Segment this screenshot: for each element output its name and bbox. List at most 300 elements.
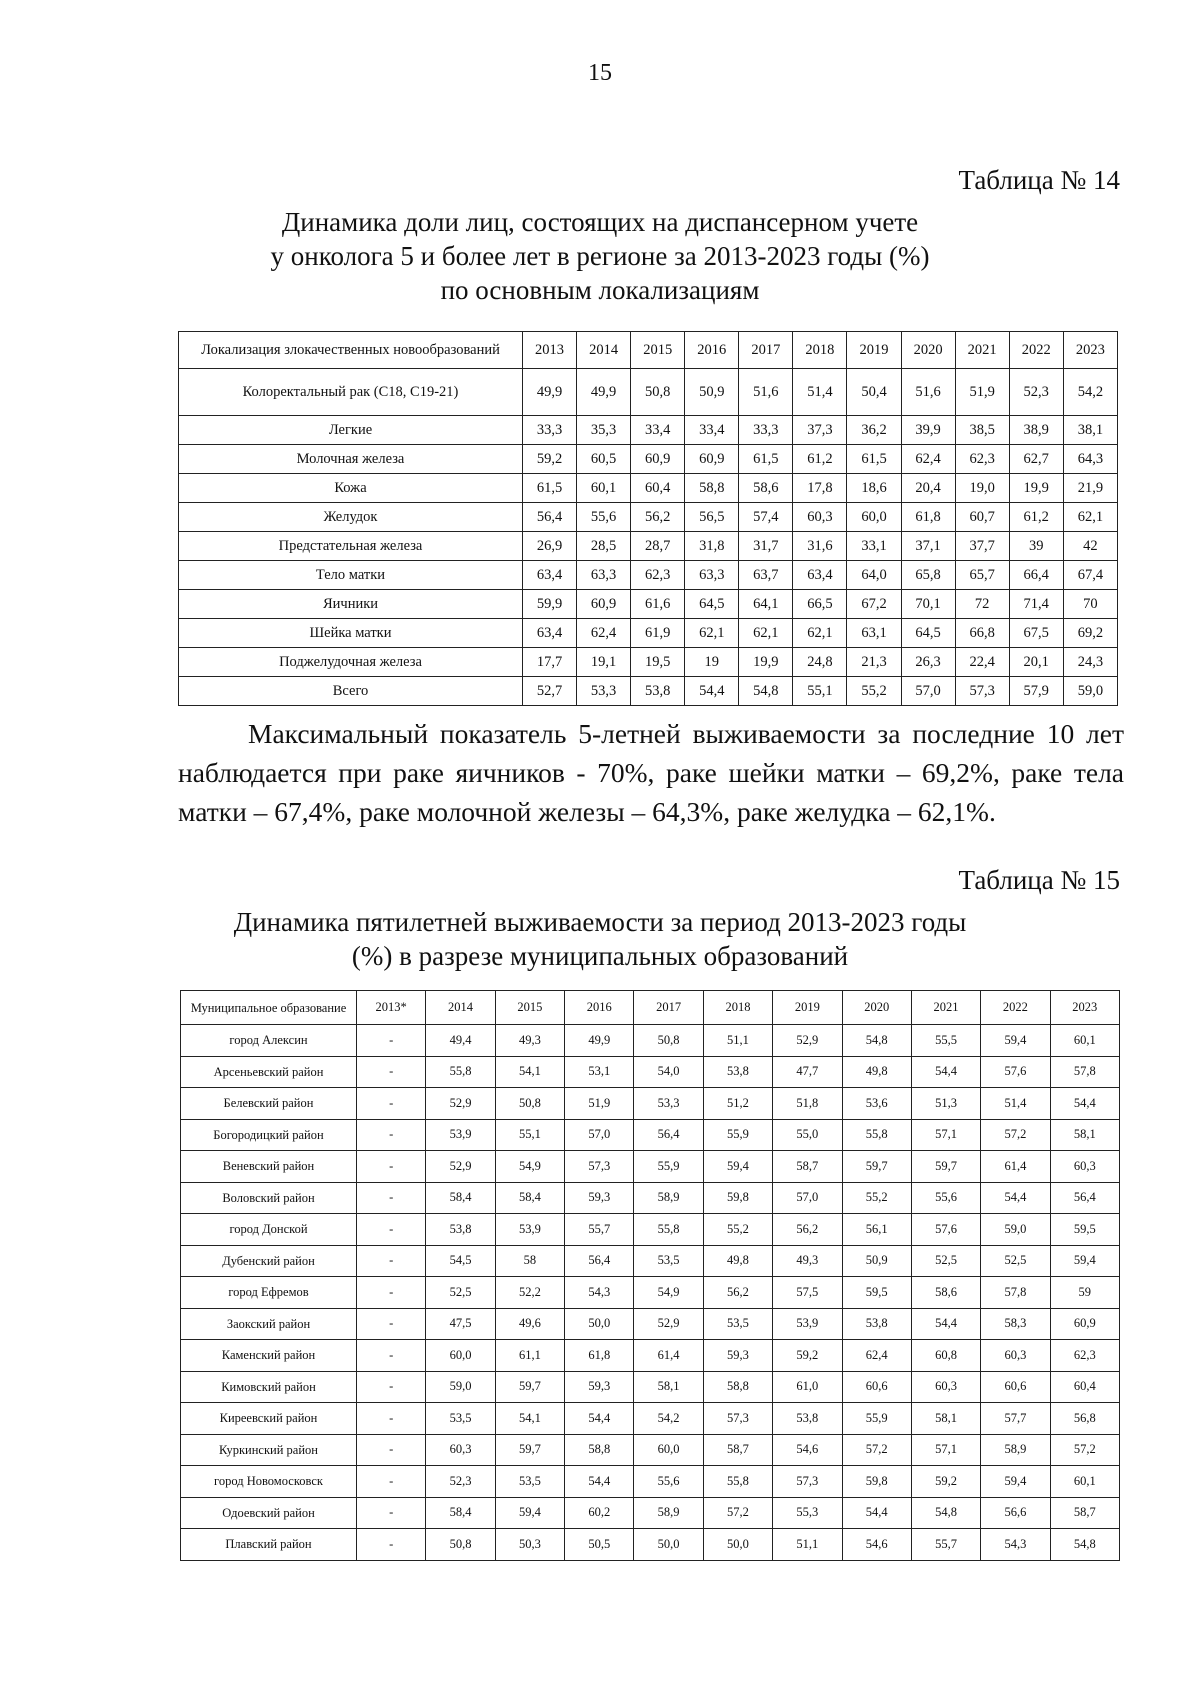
row-name-cell: Поджелудочная железа	[179, 648, 523, 677]
value-cell: 58,7	[703, 1434, 772, 1466]
value-cell: 59,7	[495, 1434, 564, 1466]
value-cell: 50,8	[426, 1529, 495, 1561]
value-cell: 59,9	[523, 590, 577, 619]
value-cell: 24,3	[1063, 648, 1117, 677]
value-cell: 53,5	[703, 1308, 772, 1340]
value-cell: -	[357, 1025, 426, 1057]
value-cell: 69,2	[1063, 619, 1117, 648]
value-cell: 52,9	[773, 1025, 842, 1057]
row-name-cell: Белевский район	[181, 1088, 357, 1120]
header-year-cell: 2013*	[357, 991, 426, 1025]
value-cell: 19,0	[955, 474, 1009, 503]
value-cell: 39	[1009, 532, 1063, 561]
value-cell: 57,8	[981, 1277, 1050, 1309]
value-cell: -	[357, 1466, 426, 1498]
value-cell: 55,8	[703, 1466, 772, 1498]
table-row	[179, 677, 1118, 706]
value-cell: 59,2	[523, 445, 577, 474]
row-name-cell: Кожа	[179, 474, 523, 503]
value-cell: 21,9	[1063, 474, 1117, 503]
value-cell: 37,3	[793, 416, 847, 445]
value-cell: 54,8	[1050, 1529, 1119, 1561]
value-cell: 51,8	[773, 1088, 842, 1120]
value-cell: 33,3	[739, 416, 793, 445]
value-cell: 58,1	[634, 1371, 703, 1403]
value-cell: 56,4	[634, 1119, 703, 1151]
value-cell: 51,4	[793, 369, 847, 416]
value-cell: 55,3	[773, 1497, 842, 1529]
value-cell: 59,0	[981, 1214, 1050, 1246]
value-cell: 31,8	[685, 532, 739, 561]
value-cell: 55,6	[634, 1466, 703, 1498]
value-cell: 54,4	[911, 1056, 980, 1088]
value-cell: 52,5	[981, 1245, 1050, 1277]
value-cell: 55,2	[842, 1182, 911, 1214]
value-cell: 54,8	[739, 677, 793, 706]
value-cell: 31,6	[793, 532, 847, 561]
value-cell: 62,1	[739, 619, 793, 648]
table-row	[179, 561, 1118, 590]
value-cell: 53,6	[842, 1088, 911, 1120]
value-cell: 60,1	[1050, 1466, 1119, 1498]
value-cell: 55,5	[911, 1025, 980, 1057]
value-cell: 51,2	[703, 1088, 772, 1120]
row-name-cell: Шейка матки	[179, 619, 523, 648]
value-cell: 37,1	[901, 532, 955, 561]
value-cell: 36,2	[847, 416, 901, 445]
table-row	[179, 445, 1118, 474]
table-row	[179, 619, 1118, 648]
header-year-cell: 2021	[911, 991, 980, 1025]
value-cell: 63,4	[793, 561, 847, 590]
value-cell: 54,1	[495, 1403, 564, 1435]
value-cell: 71,4	[1009, 590, 1063, 619]
value-cell: 63,4	[523, 619, 577, 648]
value-cell: 57,7	[981, 1403, 1050, 1435]
value-cell: 60,9	[1050, 1308, 1119, 1340]
value-cell: 53,8	[426, 1214, 495, 1246]
value-cell: 49,4	[426, 1025, 495, 1057]
value-cell: -	[357, 1277, 426, 1309]
value-cell: 62,1	[793, 619, 847, 648]
value-cell: 57,0	[565, 1119, 634, 1151]
table-14-label: Таблица № 14	[958, 165, 1120, 195]
value-cell: 54,2	[1063, 369, 1117, 416]
value-cell: 53,8	[842, 1308, 911, 1340]
value-cell: 59,4	[981, 1466, 1050, 1498]
value-cell: 59,8	[842, 1466, 911, 1498]
value-cell: 51,9	[565, 1088, 634, 1120]
value-cell: 58,4	[426, 1497, 495, 1529]
value-cell: -	[357, 1371, 426, 1403]
table-row	[181, 1497, 1120, 1529]
value-cell: 66,4	[1009, 561, 1063, 590]
value-cell: 57,9	[1009, 677, 1063, 706]
value-cell: 61,9	[631, 619, 685, 648]
value-cell: 54,3	[565, 1277, 634, 1309]
table-14-title-line: по основным локализациям	[440, 275, 760, 305]
value-cell: -	[357, 1529, 426, 1561]
value-cell: 49,3	[495, 1025, 564, 1057]
header-year-cell: 2018	[793, 332, 847, 369]
value-cell: 51,1	[703, 1025, 772, 1057]
value-cell: 50,0	[565, 1308, 634, 1340]
value-cell: 47,7	[773, 1056, 842, 1088]
table-row	[179, 503, 1118, 532]
value-cell: 57,1	[911, 1119, 980, 1151]
value-cell: 58,7	[773, 1151, 842, 1183]
value-cell: 57,3	[565, 1151, 634, 1183]
value-cell: 57,3	[773, 1466, 842, 1498]
value-cell: 60,1	[577, 474, 631, 503]
value-cell: 57,0	[773, 1182, 842, 1214]
table-row	[181, 1056, 1120, 1088]
value-cell: 62,3	[631, 561, 685, 590]
value-cell: 61,5	[739, 445, 793, 474]
value-cell: 53,8	[631, 677, 685, 706]
value-cell: 17,7	[523, 648, 577, 677]
value-cell: 62,1	[685, 619, 739, 648]
value-cell: 64,5	[685, 590, 739, 619]
value-cell: 52,5	[426, 1277, 495, 1309]
value-cell: 52,7	[523, 677, 577, 706]
value-cell: 54,4	[842, 1497, 911, 1529]
value-cell: 51,6	[739, 369, 793, 416]
value-cell: 60,3	[793, 503, 847, 532]
value-cell: 57,3	[703, 1403, 772, 1435]
table-row	[181, 1308, 1120, 1340]
row-name-cell: Веневский район	[181, 1151, 357, 1183]
value-cell: 57,1	[911, 1434, 980, 1466]
value-cell: 64,5	[901, 619, 955, 648]
table-15-title-line: Динамика пятилетней выживаемости за период 2013-2023 годы	[233, 907, 967, 937]
value-cell: 60,6	[981, 1371, 1050, 1403]
value-cell: 26,3	[901, 648, 955, 677]
value-cell: 63,4	[523, 561, 577, 590]
value-cell: 63,3	[577, 561, 631, 590]
row-name-cell: Куркинский район	[181, 1434, 357, 1466]
value-cell: -	[357, 1056, 426, 1088]
header-year-cell: 2015	[631, 332, 685, 369]
value-cell: 50,8	[634, 1025, 703, 1057]
table-row	[181, 1434, 1120, 1466]
table-row	[181, 1182, 1120, 1214]
value-cell: 51,4	[981, 1088, 1050, 1120]
value-cell: 59,7	[911, 1151, 980, 1183]
value-cell: 50,0	[703, 1529, 772, 1561]
value-cell: 62,1	[1063, 503, 1117, 532]
value-cell: 57,2	[703, 1497, 772, 1529]
value-cell: 65,7	[955, 561, 1009, 590]
value-cell: 54,4	[685, 677, 739, 706]
table-row	[181, 1151, 1120, 1183]
value-cell: 52,3	[426, 1466, 495, 1498]
value-cell: 54,6	[842, 1529, 911, 1561]
value-cell: 54,4	[981, 1182, 1050, 1214]
value-cell: 54,3	[981, 1529, 1050, 1561]
value-cell: 64,3	[1063, 445, 1117, 474]
header-year-cell: 2020	[842, 991, 911, 1025]
value-cell: 67,5	[1009, 619, 1063, 648]
value-cell: 61,5	[847, 445, 901, 474]
value-cell: 51,1	[773, 1529, 842, 1561]
page-number: 15	[588, 60, 612, 86]
value-cell: -	[357, 1308, 426, 1340]
value-cell: 53,9	[773, 1308, 842, 1340]
value-cell: 58,3	[981, 1308, 1050, 1340]
value-cell: 56,2	[631, 503, 685, 532]
value-cell: 55,7	[565, 1214, 634, 1246]
value-cell: 59,5	[842, 1277, 911, 1309]
value-cell: 58,9	[634, 1497, 703, 1529]
value-cell: 59,0	[426, 1371, 495, 1403]
value-cell: 61,5	[523, 474, 577, 503]
header-year-cell: 2022	[981, 991, 1050, 1025]
value-cell: 56,1	[842, 1214, 911, 1246]
value-cell: -	[357, 1403, 426, 1435]
value-cell: 54,6	[773, 1434, 842, 1466]
value-cell: 52,2	[495, 1277, 564, 1309]
value-cell: 49,9	[565, 1025, 634, 1057]
table-14-title-line: Динамика доли лиц, состоящих на диспансерном учете	[281, 207, 919, 237]
value-cell: 59,3	[565, 1182, 634, 1214]
value-cell: 19,1	[577, 648, 631, 677]
table-row	[181, 1088, 1120, 1120]
value-cell: 61,1	[495, 1340, 564, 1372]
value-cell: 55,0	[773, 1119, 842, 1151]
value-cell: 28,7	[631, 532, 685, 561]
value-cell: 54,9	[634, 1277, 703, 1309]
value-cell: 42	[1063, 532, 1117, 561]
table-row	[181, 1277, 1120, 1309]
table-row	[181, 1119, 1120, 1151]
value-cell: 62,3	[1050, 1340, 1119, 1372]
value-cell: 54,4	[565, 1403, 634, 1435]
value-cell: 53,5	[495, 1466, 564, 1498]
value-cell: 56,4	[1050, 1182, 1119, 1214]
header-year-cell: 2013	[523, 332, 577, 369]
value-cell: 54,2	[634, 1403, 703, 1435]
value-cell: 58,9	[634, 1182, 703, 1214]
table-row	[181, 1403, 1120, 1435]
header-year-cell: 2022	[1009, 332, 1063, 369]
value-cell: 60,9	[631, 445, 685, 474]
value-cell: 50,8	[495, 1088, 564, 1120]
value-cell: 38,1	[1063, 416, 1117, 445]
value-cell: 62,4	[842, 1340, 911, 1372]
value-cell: 55,8	[426, 1056, 495, 1088]
table-15-label: Таблица № 15	[958, 865, 1120, 895]
row-name-cell: Плавский район	[181, 1529, 357, 1561]
header-year-cell: 2017	[739, 332, 793, 369]
row-name-cell: город Новомосковск	[181, 1466, 357, 1498]
value-cell: 70,1	[901, 590, 955, 619]
value-cell: 58,7	[1050, 1497, 1119, 1529]
value-cell: 53,3	[634, 1088, 703, 1120]
header-year-cell: 2017	[634, 991, 703, 1025]
value-cell: 66,5	[793, 590, 847, 619]
row-name-cell: Каменский район	[181, 1340, 357, 1372]
value-cell: 49,3	[773, 1245, 842, 1277]
value-cell: 53,9	[495, 1214, 564, 1246]
value-cell: 61,6	[631, 590, 685, 619]
value-cell: 63,7	[739, 561, 793, 590]
value-cell: 31,7	[739, 532, 793, 561]
row-name-cell: Яичники	[179, 590, 523, 619]
value-cell: 22,4	[955, 648, 1009, 677]
summary-paragraph: Максимальный показатель 5-летней выживаемости за последние 10 лет наблюдается при раке яичников - 70%, раке шейки матки – 69,2%, раке тела матки – 67,4%, раке молочной железы – 64,3%, раке желудка – 62,1%.	[178, 718, 1124, 827]
value-cell: 33,4	[685, 416, 739, 445]
row-name-cell: Киреевский район	[181, 1403, 357, 1435]
value-cell: 62,3	[955, 445, 1009, 474]
value-cell: 51,6	[901, 369, 955, 416]
value-cell: 70	[1063, 590, 1117, 619]
table-row	[181, 1025, 1120, 1057]
value-cell: 60,3	[911, 1371, 980, 1403]
value-cell: 60,3	[1050, 1151, 1119, 1183]
header-name-cell: Локализация злокачественных новообразований	[179, 332, 523, 369]
value-cell: -	[357, 1119, 426, 1151]
value-cell: 57,0	[901, 677, 955, 706]
value-cell: -	[357, 1214, 426, 1246]
value-cell: 55,1	[793, 677, 847, 706]
value-cell: 61,8	[901, 503, 955, 532]
value-cell: 52,5	[911, 1245, 980, 1277]
value-cell: 61,0	[773, 1371, 842, 1403]
value-cell: 65,8	[901, 561, 955, 590]
value-cell: 53,3	[577, 677, 631, 706]
value-cell: 55,9	[634, 1151, 703, 1183]
value-cell: 26,9	[523, 532, 577, 561]
value-cell: 50,3	[495, 1529, 564, 1561]
value-cell: 52,3	[1009, 369, 1063, 416]
value-cell: 59,4	[703, 1151, 772, 1183]
value-cell: 55,6	[911, 1182, 980, 1214]
value-cell: 62,7	[1009, 445, 1063, 474]
value-cell: 61,2	[793, 445, 847, 474]
value-cell: 59,4	[1050, 1245, 1119, 1277]
value-cell: 38,9	[1009, 416, 1063, 445]
value-cell: 19,9	[739, 648, 793, 677]
value-cell: 55,7	[911, 1529, 980, 1561]
value-cell: 59,3	[703, 1340, 772, 1372]
value-cell: 54,1	[495, 1056, 564, 1088]
header-year-cell: 2021	[955, 332, 1009, 369]
row-name-cell: Колоректальный рак (С18, С19-21)	[179, 369, 523, 416]
header-year-cell: 2023	[1063, 332, 1117, 369]
header-year-cell: 2015	[495, 991, 564, 1025]
value-cell: 54,9	[495, 1151, 564, 1183]
value-cell: 59,2	[911, 1466, 980, 1498]
row-name-cell: Легкие	[179, 416, 523, 445]
row-name-cell: Тело матки	[179, 561, 523, 590]
value-cell: 55,8	[634, 1214, 703, 1246]
row-name-cell: Воловский район	[181, 1182, 357, 1214]
value-cell: 59,8	[703, 1182, 772, 1214]
value-cell: 55,6	[577, 503, 631, 532]
value-cell: 59	[1050, 1277, 1119, 1309]
value-cell: 49,9	[523, 369, 577, 416]
value-cell: 49,6	[495, 1308, 564, 1340]
value-cell: 33,1	[847, 532, 901, 561]
value-cell: 60,0	[426, 1340, 495, 1372]
value-cell: 55,2	[703, 1214, 772, 1246]
value-cell: 49,9	[577, 369, 631, 416]
table-14	[178, 331, 1118, 706]
value-cell: 56,6	[981, 1497, 1050, 1529]
table-row	[179, 474, 1118, 503]
value-cell: 57,2	[842, 1434, 911, 1466]
value-cell: 60,6	[842, 1371, 911, 1403]
row-name-cell: Заокский район	[181, 1308, 357, 1340]
value-cell: 72	[955, 590, 1009, 619]
value-cell: 54,4	[565, 1466, 634, 1498]
value-cell: 55,8	[842, 1119, 911, 1151]
table-15	[180, 990, 1120, 1561]
value-cell: 56,4	[523, 503, 577, 532]
value-cell: 61,4	[981, 1151, 1050, 1183]
value-cell: 50,8	[631, 369, 685, 416]
value-cell: 58,1	[1050, 1119, 1119, 1151]
value-cell: 56,2	[773, 1214, 842, 1246]
value-cell: 57,3	[955, 677, 1009, 706]
value-cell: 61,2	[1009, 503, 1063, 532]
value-cell: 57,6	[911, 1214, 980, 1246]
value-cell: 49,8	[703, 1245, 772, 1277]
value-cell: 50,4	[847, 369, 901, 416]
row-name-cell: Одоевский район	[181, 1497, 357, 1529]
value-cell: 21,3	[847, 648, 901, 677]
value-cell: 60,4	[1050, 1371, 1119, 1403]
row-name-cell: Дубенский район	[181, 1245, 357, 1277]
row-name-cell: Молочная железа	[179, 445, 523, 474]
value-cell: 60,9	[685, 445, 739, 474]
value-cell: 59,3	[565, 1371, 634, 1403]
value-cell: 59,5	[1050, 1214, 1119, 1246]
value-cell: 59,7	[495, 1371, 564, 1403]
table-14-title-line: у онколога 5 и более лет в регионе за 2013-2023 годы (%)	[270, 241, 930, 271]
value-cell: 60,0	[634, 1434, 703, 1466]
value-cell: 58,1	[911, 1403, 980, 1435]
value-cell: 33,4	[631, 416, 685, 445]
value-cell: 67,4	[1063, 561, 1117, 590]
value-cell: 57,2	[1050, 1434, 1119, 1466]
value-cell: 18,6	[847, 474, 901, 503]
row-name-cell: Богородицкий район	[181, 1119, 357, 1151]
value-cell: -	[357, 1434, 426, 1466]
value-cell: 54,4	[1050, 1088, 1119, 1120]
value-cell: 53,8	[703, 1056, 772, 1088]
row-name-cell: город Ефремов	[181, 1277, 357, 1309]
value-cell: 19,5	[631, 648, 685, 677]
value-cell: 60,3	[426, 1434, 495, 1466]
value-cell: 57,8	[1050, 1056, 1119, 1088]
value-cell: 58,9	[981, 1434, 1050, 1466]
row-name-cell: Арсеньевский район	[181, 1056, 357, 1088]
value-cell: -	[357, 1088, 426, 1120]
value-cell: 61,8	[565, 1340, 634, 1372]
value-cell: 19	[685, 648, 739, 677]
value-cell: 60,0	[847, 503, 901, 532]
header-year-cell: 2014	[577, 332, 631, 369]
value-cell: 54,4	[911, 1308, 980, 1340]
value-cell: 64,1	[739, 590, 793, 619]
value-cell: 62,4	[901, 445, 955, 474]
value-cell: 56,8	[1050, 1403, 1119, 1435]
value-cell: 50,9	[842, 1245, 911, 1277]
value-cell: 57,6	[981, 1056, 1050, 1088]
value-cell: -	[357, 1151, 426, 1183]
